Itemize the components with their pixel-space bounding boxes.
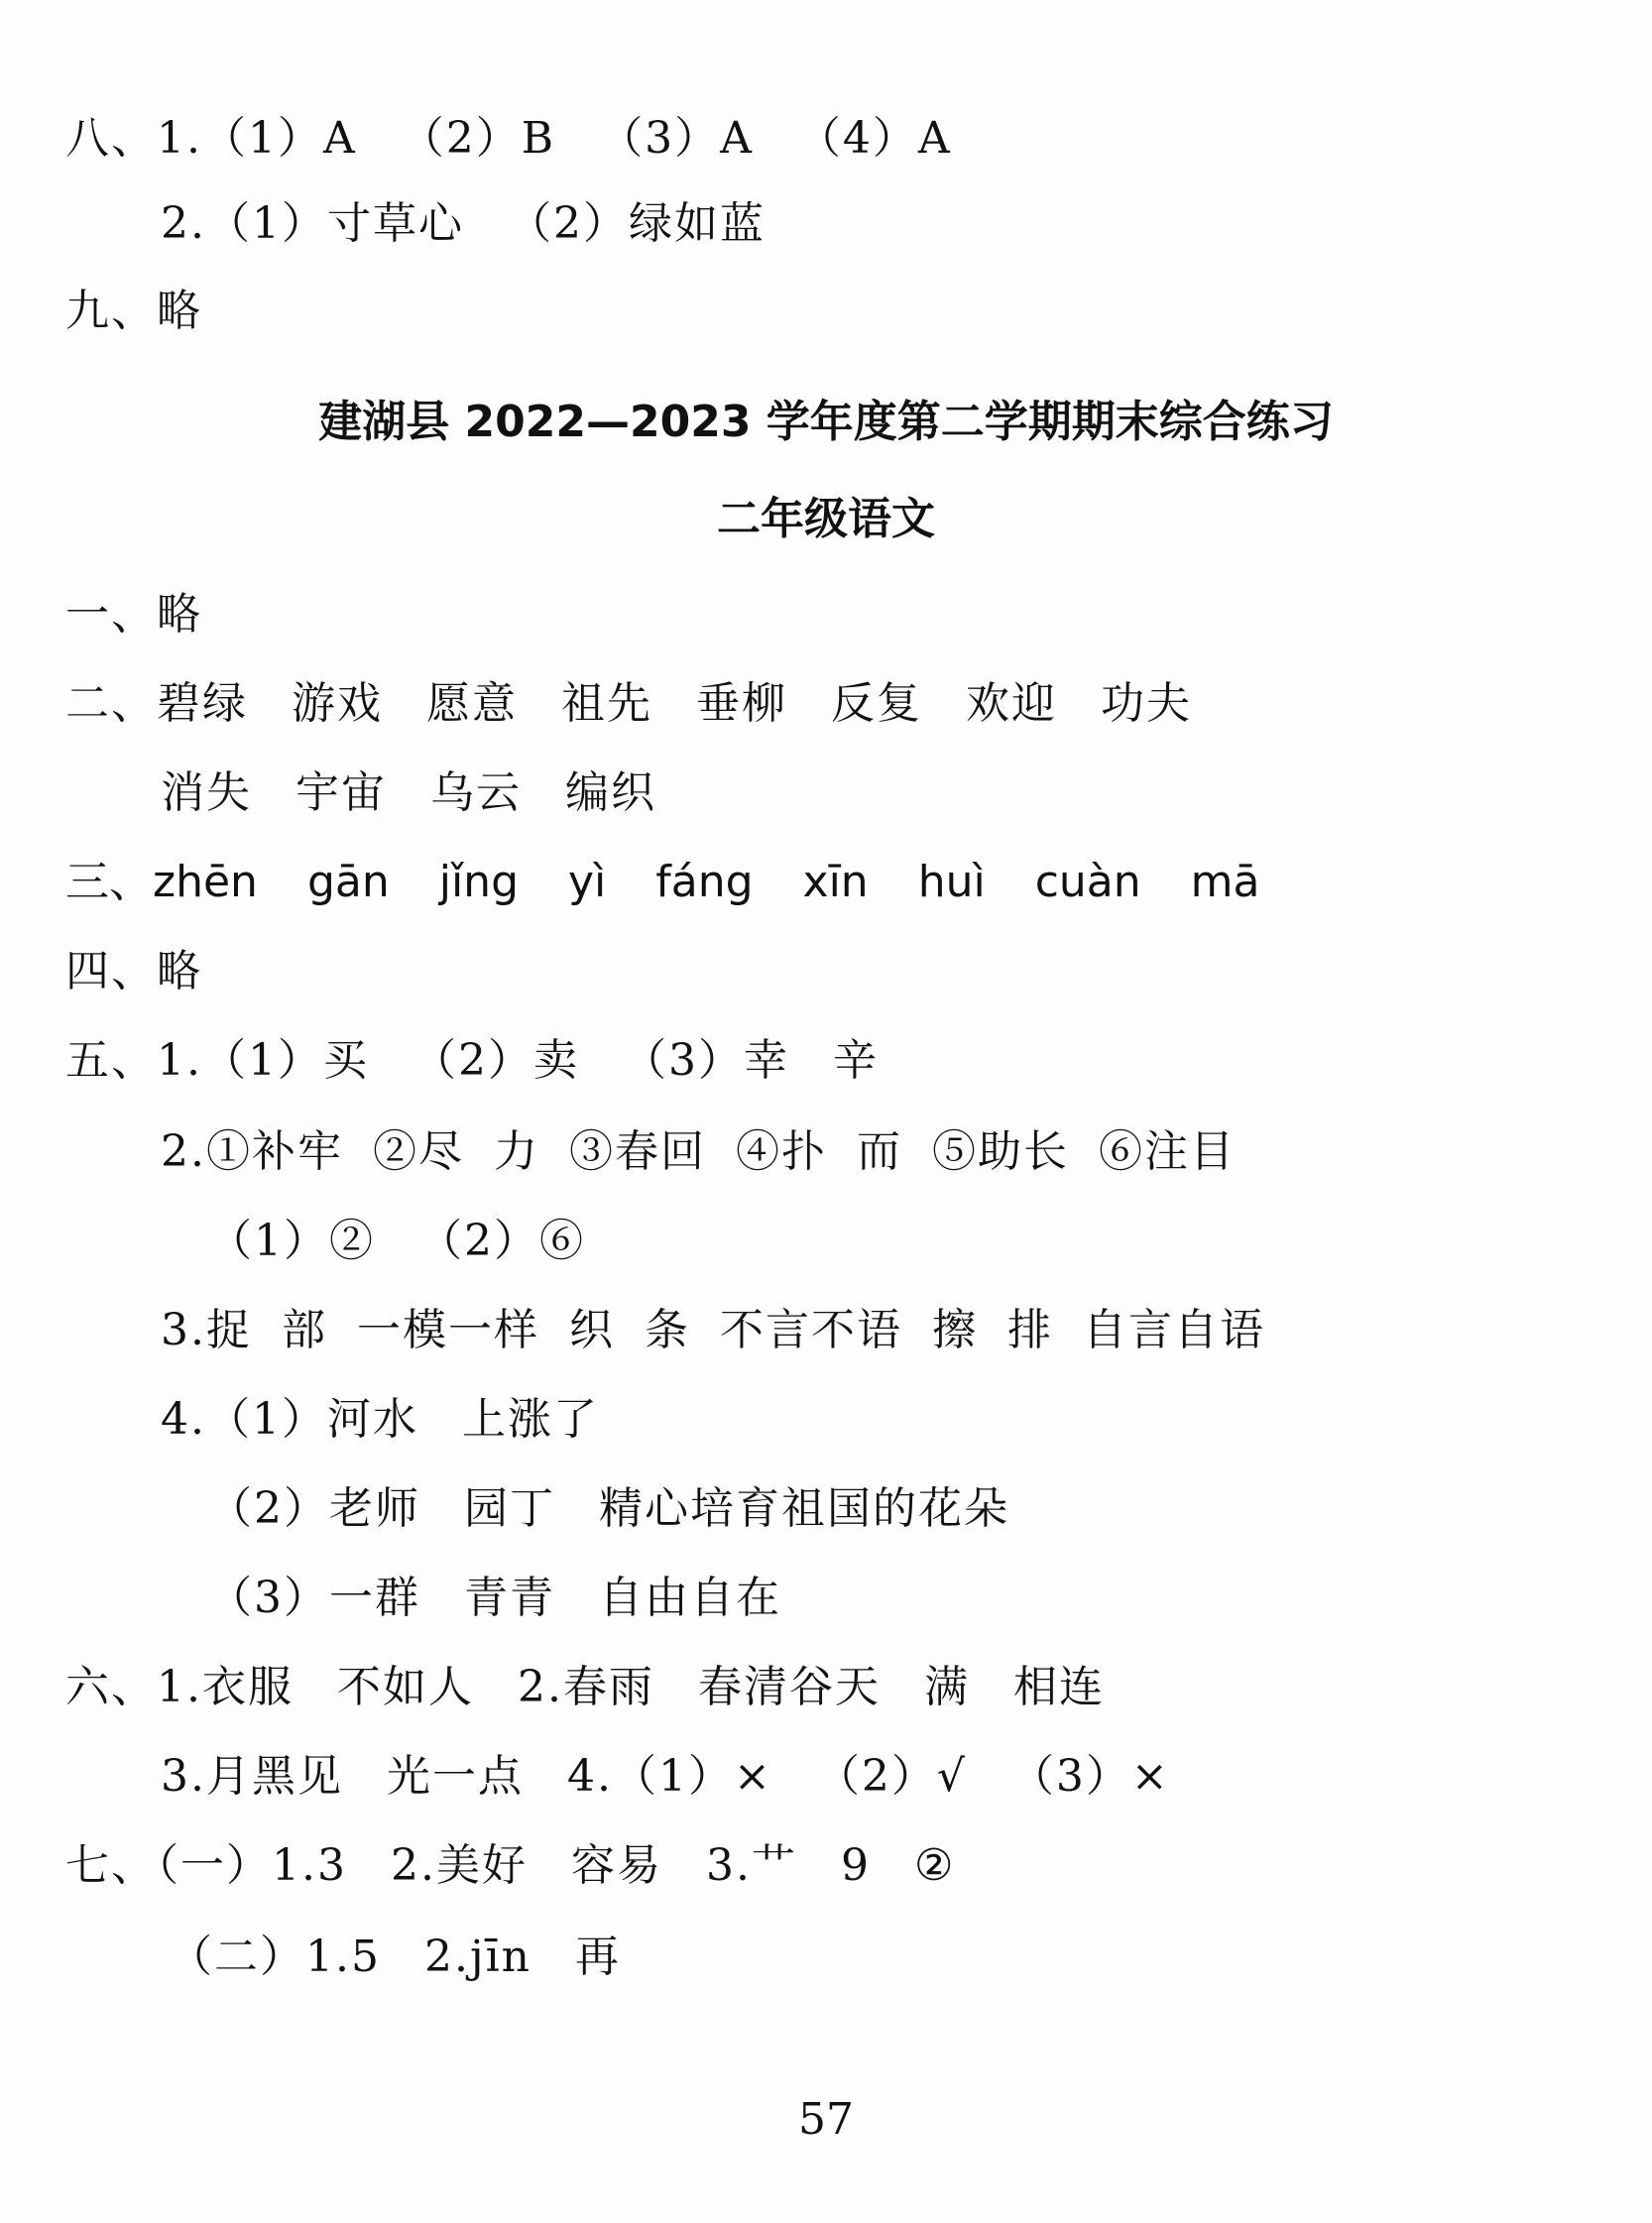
answer-item: 九、略 bbox=[65, 286, 202, 336]
answer-item: （2）B bbox=[400, 113, 556, 164]
answer-item: 欢迎 bbox=[966, 678, 1057, 729]
answer-line-8-1 bbox=[65, 109, 952, 169]
answer-item: 光一点 bbox=[386, 1751, 524, 1802]
answer-item: 上涨了 bbox=[461, 1394, 599, 1445]
answer-line-2-2 bbox=[161, 763, 656, 823]
answer-item: 辛 bbox=[832, 1035, 879, 1086]
answer-line-7-2 bbox=[169, 1928, 621, 1987]
answer-item: 五、1.（1）买 bbox=[65, 1035, 369, 1086]
answer-item: 青青 bbox=[464, 1573, 555, 1623]
answer-line-3 bbox=[65, 853, 1259, 912]
answer-item: ②尽 bbox=[372, 1126, 464, 1177]
pinyin-item: cuàn bbox=[1034, 857, 1141, 907]
answer-item: （二）1.5 bbox=[169, 1931, 381, 1982]
answer-item: 再 bbox=[575, 1931, 622, 1982]
answer-item: 精心培育祖国的花朵 bbox=[599, 1483, 1009, 1534]
answer-item: 而 bbox=[856, 1126, 902, 1177]
answer-item: （3）幸 bbox=[622, 1035, 789, 1086]
answer-item: （2）绿如蓝 bbox=[507, 198, 766, 249]
answer-item: 4.（1）× bbox=[566, 1751, 772, 1802]
answer-item: 条 bbox=[644, 1305, 690, 1355]
answer-line-5-4 bbox=[161, 1301, 1265, 1360]
answer-item: 力 bbox=[493, 1126, 539, 1177]
answer-item: 功夫 bbox=[1101, 678, 1192, 729]
answer-item: 3.月黑见 bbox=[161, 1751, 343, 1802]
answer-item: 八、1.（1）A bbox=[65, 113, 357, 164]
answer-line-5-2 bbox=[161, 1122, 1236, 1182]
answer-item: 消失 bbox=[161, 767, 252, 818]
answer-item: 七、（一）1.3 bbox=[65, 1840, 347, 1891]
answer-item: ② bbox=[913, 1840, 956, 1891]
answer-item: 排 bbox=[1006, 1305, 1053, 1355]
answer-line-5-1 bbox=[65, 1031, 879, 1091]
answer-item: （3）× bbox=[1009, 1751, 1170, 1802]
answer-line-7-1 bbox=[65, 1836, 955, 1896]
answer-item: 二、碧绿 bbox=[65, 678, 248, 729]
answer-item: 不言不语 bbox=[719, 1305, 902, 1355]
answer-item: 2.春雨 bbox=[517, 1662, 654, 1712]
answer-item: 2.美好 bbox=[390, 1840, 528, 1891]
answer-label: 三、 bbox=[65, 857, 153, 907]
answer-line-1 bbox=[65, 585, 202, 644]
pinyin-item: gān bbox=[306, 857, 390, 907]
answer-item: 垂柳 bbox=[696, 678, 787, 729]
answer-item: 宇宙 bbox=[295, 767, 387, 818]
answer-line-6-2 bbox=[161, 1747, 1170, 1807]
page-subtitle: 二年级语文 bbox=[717, 494, 935, 544]
page-number: 57 bbox=[798, 2094, 854, 2145]
answer-line-5-5 bbox=[161, 1390, 599, 1450]
pinyin-item: zhēn bbox=[153, 857, 258, 907]
answer-item: 3.捉 bbox=[161, 1305, 252, 1355]
pinyin-item: xīn bbox=[802, 857, 869, 907]
answer-item: （2）√ bbox=[815, 1751, 967, 1802]
answer-item: （3）一群 bbox=[208, 1573, 420, 1623]
pinyin-item: huì bbox=[917, 857, 986, 907]
answer-item: 2.（1）寸草心 bbox=[161, 198, 464, 249]
answer-item: 一、略 bbox=[65, 589, 202, 640]
answer-line-5-7 bbox=[208, 1569, 781, 1628]
answer-item: 不如人 bbox=[336, 1662, 474, 1712]
answer-item: ④扑 bbox=[735, 1126, 827, 1177]
answer-item: ③春回 bbox=[568, 1126, 706, 1177]
answer-item: 祖先 bbox=[561, 678, 652, 729]
answer-item: 乌云 bbox=[430, 767, 522, 818]
answer-item: 织 bbox=[568, 1305, 615, 1355]
answer-item: 游戏 bbox=[292, 678, 383, 729]
answer-item: 满 bbox=[923, 1662, 970, 1712]
answer-item: ⑤助长 bbox=[931, 1126, 1069, 1177]
answer-line-8-2 bbox=[161, 194, 766, 254]
answer-item: 相连 bbox=[1012, 1662, 1105, 1712]
answer-item: 2.①补牢 bbox=[161, 1126, 343, 1177]
answer-line-5-3 bbox=[208, 1212, 585, 1271]
answer-item: （3）A bbox=[599, 113, 754, 164]
answer-item: 反复 bbox=[831, 678, 922, 729]
answer-item: 自言自语 bbox=[1082, 1305, 1265, 1355]
answer-item: 六、1.衣服 bbox=[65, 1662, 294, 1712]
pinyin-item: fáng bbox=[655, 857, 754, 907]
answer-item: （4）A bbox=[796, 113, 952, 164]
answer-line-4 bbox=[65, 942, 202, 1001]
answer-item: 愿意 bbox=[426, 678, 518, 729]
answer-item: （1）② bbox=[208, 1216, 375, 1266]
answer-item: 春清谷天 bbox=[697, 1662, 881, 1712]
page-title: 建湖县 2022—2023 学年度第二学期期末综合练习 bbox=[318, 397, 1334, 447]
answer-item: ⑥注目 bbox=[1098, 1126, 1236, 1177]
answer-item: 3.艹 bbox=[705, 1840, 797, 1891]
answer-item: （2）⑥ bbox=[418, 1216, 585, 1266]
answer-item: 部 bbox=[281, 1305, 327, 1355]
answer-line-5-6 bbox=[208, 1479, 1009, 1539]
pinyin-item: mā bbox=[1190, 857, 1260, 907]
answer-item: 容易 bbox=[570, 1840, 662, 1891]
answer-item: 4.（1）河水 bbox=[161, 1394, 418, 1445]
answer-line-9 bbox=[65, 282, 202, 341]
answer-item: 擦 bbox=[931, 1305, 978, 1355]
answer-item: 园丁 bbox=[464, 1483, 555, 1534]
pinyin-item: jǐng bbox=[438, 857, 519, 907]
answer-item: 一模一样 bbox=[356, 1305, 539, 1355]
answer-line-2-1 bbox=[65, 674, 1192, 734]
answer-item: 自由自在 bbox=[599, 1573, 781, 1623]
answer-line-6-1 bbox=[65, 1658, 1105, 1717]
answer-item: 2.jīn bbox=[423, 1931, 532, 1982]
answer-item: （2）卖 bbox=[412, 1035, 579, 1086]
answer-item: 9 bbox=[840, 1840, 871, 1891]
answer-item: （2）老师 bbox=[208, 1483, 420, 1534]
answer-item: 四、略 bbox=[65, 946, 202, 996]
pinyin-item: yì bbox=[568, 857, 607, 907]
answer-item: 编织 bbox=[565, 767, 656, 818]
